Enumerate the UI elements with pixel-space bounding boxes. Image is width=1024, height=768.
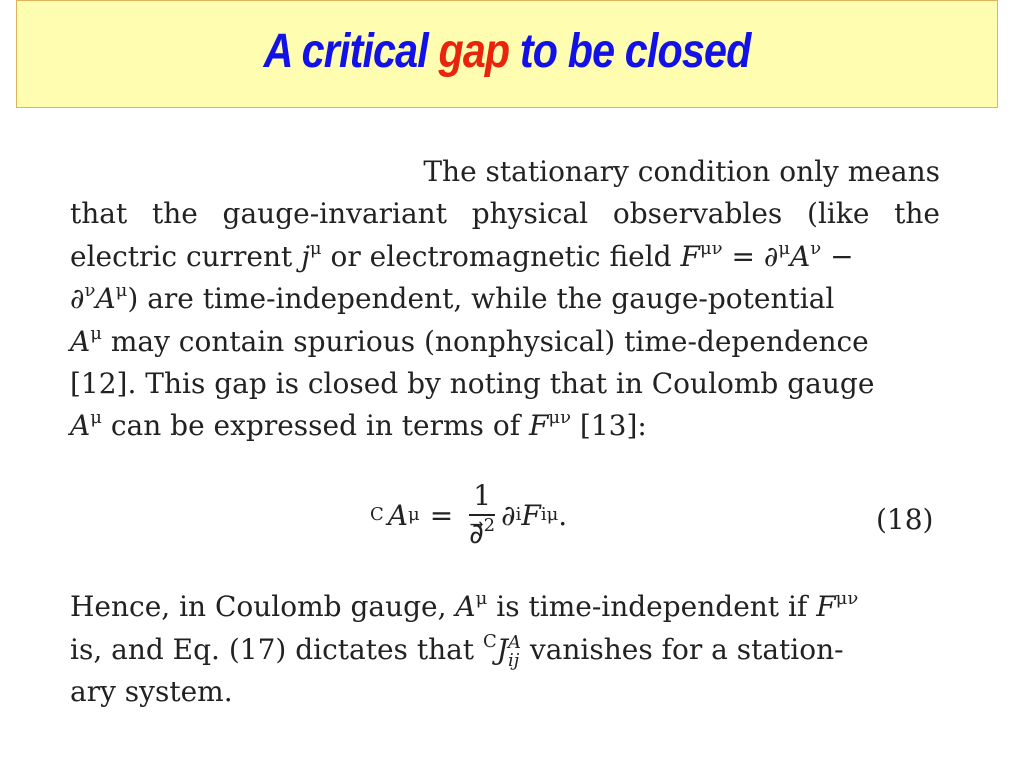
math-sup: μν: [699, 238, 723, 259]
math-sup: μ: [115, 280, 128, 301]
math-A: A: [455, 590, 476, 623]
text: ∂: [70, 282, 85, 315]
text: [13]:: [571, 409, 647, 442]
para2-line2: [70, 633, 940, 670]
math-partial-vec: ∂⃗: [469, 517, 484, 550]
fraction-numerator: 1: [469, 478, 495, 516]
text: Hence, in Coulomb gauge,: [70, 590, 456, 623]
para2-line3: ary system.: [70, 675, 233, 708]
fraction: [469, 478, 495, 552]
math-sup: 2: [483, 515, 496, 536]
equation-18: C A μ = $\frac{1}{\partial⃗^2}$ ∂ i F iμ .: [370, 479, 568, 550]
text: or electromagnetic field: [321, 240, 681, 273]
math-F: F: [816, 590, 836, 623]
math-F: F: [528, 409, 549, 442]
math-A: A: [95, 282, 116, 315]
para1-line6: [12]. This gap is closed by noting that in Coulomb gauge: [70, 367, 875, 400]
text: ) are time-independent, while the gauge-potential: [127, 282, 835, 315]
math-A: A: [387, 498, 409, 532]
para1-line4: [70, 282, 940, 315]
text: is, and Eq. (17) dictates that: [70, 633, 483, 666]
slide-title: [264, 24, 751, 79]
title-highlight: gap: [438, 24, 510, 78]
math-sup: μν: [835, 588, 859, 609]
para2-line1: [70, 590, 940, 623]
para1-line3: [70, 240, 940, 273]
text: = ∂: [722, 240, 779, 273]
math-A: A: [70, 325, 91, 358]
text: may contain spurious (nonphysical) time-dependence: [101, 325, 869, 358]
para1-line2: that the gauge-invariant physical observables (like the: [70, 197, 940, 230]
equals-sign: =: [429, 498, 454, 532]
math-sup: μ: [475, 588, 488, 609]
math-sup-A: A: [507, 631, 521, 653]
math-A: A: [70, 409, 91, 442]
math-partial: ∂: [501, 498, 516, 532]
math-sup: ν: [84, 280, 96, 301]
para1-line5: [70, 325, 940, 358]
math-sup: μ: [90, 323, 102, 344]
math-F: F: [521, 498, 541, 532]
title-banner: [16, 0, 998, 108]
math-sup-C: C: [482, 631, 497, 652]
text: −: [821, 240, 854, 273]
math-j: j: [301, 240, 310, 273]
math-sup: μ: [778, 238, 791, 259]
math-sub-ij: ij: [507, 649, 520, 671]
text: vanishes for a station-: [520, 633, 844, 666]
text: electric current: [70, 240, 302, 273]
math-sup: μ: [90, 407, 102, 428]
math-period: .: [558, 498, 568, 532]
text: is time-independent if: [487, 590, 817, 623]
math-J: J: [496, 633, 508, 666]
math-A: A: [790, 240, 811, 273]
math-supsub: [507, 631, 521, 671]
para1-line1: The stationary condition only means: [423, 155, 940, 188]
math-F: F: [680, 240, 700, 273]
para1-line7: [70, 409, 940, 442]
title-part1: A critical: [263, 24, 439, 78]
text: can be expressed in terms of: [101, 409, 529, 442]
equation-number: (18): [876, 503, 934, 536]
math-sup: ν: [810, 238, 822, 259]
title-part2: to be closed: [509, 24, 751, 78]
math-sup: μ: [309, 238, 322, 259]
math-sup: μν: [548, 407, 572, 428]
fraction-denominator: [469, 516, 495, 552]
